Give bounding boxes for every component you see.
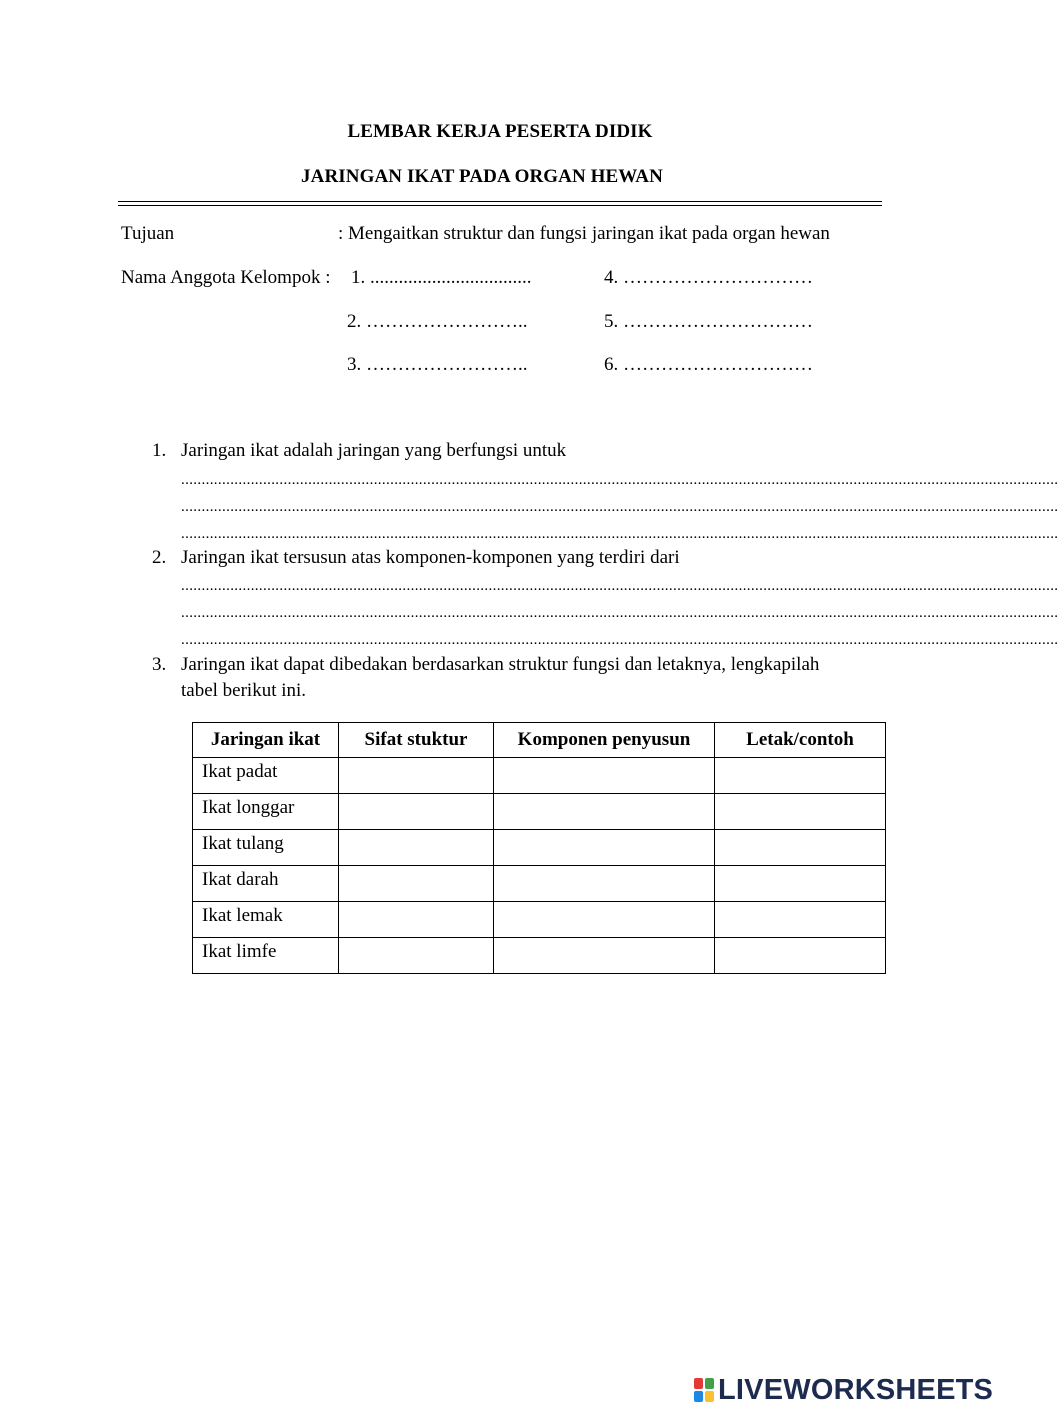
liveworksheets-logo-icon	[693, 1377, 715, 1403]
table-row	[193, 866, 886, 902]
table-cell-komponen-input[interactable]	[494, 794, 715, 830]
question-1-answer-line-2[interactable]: ......................................................................................................................................................................................................................	[181, 499, 1058, 515]
table-cell-letak-input[interactable]	[715, 758, 886, 794]
table-cell-sifat-input[interactable]	[339, 902, 494, 938]
table-cell-letak-input[interactable]	[715, 866, 886, 902]
table-cell-sifat-input[interactable]	[339, 830, 494, 866]
table-cell-komponen-input[interactable]	[494, 866, 715, 902]
question-2-answer-line-2[interactable]: ......................................................................................................................................................................................................................	[181, 605, 1058, 621]
table-cell-sifat-input[interactable]	[339, 938, 494, 974]
question-2-text: Jaringan ikat tersusun atas komponen-komponen yang terdiri dari	[181, 547, 680, 568]
question-2-answer-line-3[interactable]: ......................................................................................................................................................................................................................	[181, 632, 1058, 648]
table-cell-letak-input[interactable]	[715, 902, 886, 938]
logo-tile-i	[705, 1378, 714, 1389]
table-cell-sifat-input[interactable]	[339, 866, 494, 902]
table-cell-sifat-input[interactable]	[339, 794, 494, 830]
header-divider-bottom	[118, 205, 882, 206]
member-field-5[interactable]: 5. …………………………	[604, 311, 813, 332]
question-1-answer-line-3[interactable]: ......................................................................................................................................................................................................................	[181, 526, 1058, 542]
table-cell-komponen-input[interactable]	[494, 902, 715, 938]
table-cell-letak-input[interactable]	[715, 938, 886, 974]
logo-tile-v	[694, 1391, 703, 1402]
table-cell-jaringan: Ikat darah	[193, 866, 339, 902]
table-cell-sifat-input[interactable]	[339, 758, 494, 794]
member-field-6[interactable]: 6. …………………………	[604, 354, 813, 375]
table-header-row	[193, 723, 886, 758]
tujuan-value: : Mengaitkan struktur dan fungsi jaringan ikat pada organ hewan	[338, 223, 830, 244]
table-cell-jaringan: Ikat padat	[193, 758, 339, 794]
table-cell-komponen-input[interactable]	[494, 830, 715, 866]
header-divider-top	[118, 201, 882, 202]
table-row	[193, 830, 886, 866]
table-cell-jaringan: Ikat longgar	[193, 794, 339, 830]
question-2-answer-line-1[interactable]: ......................................................................................................................................................................................................................	[181, 578, 1058, 594]
table-header-jaringan-ikat: Jaringan ikat	[193, 723, 339, 758]
question-2-number: 2.	[152, 547, 167, 568]
table-row	[193, 794, 886, 830]
table-header-komponen-penyusun: Komponen penyusun	[494, 723, 715, 758]
table-row	[193, 902, 886, 938]
question-1-answer-line-1[interactable]: ......................................................................................................................................................................................................................	[181, 472, 1058, 488]
member-field-4[interactable]: 4. …………………………	[604, 267, 813, 288]
member-field-1[interactable]: 1. ..................................	[351, 267, 532, 288]
worksheet-subtitle: JARINGAN IKAT PADA ORGAN HEWAN	[301, 166, 663, 187]
question-3-number: 3.	[152, 654, 167, 675]
jaringan-ikat-table	[192, 722, 886, 974]
table-cell-letak-input[interactable]	[715, 830, 886, 866]
tujuan-label: Tujuan	[121, 223, 175, 244]
table-cell-jaringan: Ikat limfe	[193, 938, 339, 974]
table-row	[193, 758, 886, 794]
logo-tile-l	[694, 1378, 703, 1389]
table-row	[193, 938, 886, 974]
question-3-text-line-2: tabel berikut ini.	[181, 680, 307, 701]
table-cell-komponen-input[interactable]	[494, 758, 715, 794]
question-3-text-line-1: Jaringan ikat dapat dibedakan berdasarkan struktur fungsi dan letaknya, lengkapilah	[181, 654, 820, 675]
member-field-3[interactable]: 3. ……………………..	[347, 354, 528, 375]
table-cell-jaringan: Ikat tulang	[193, 830, 339, 866]
liveworksheets-brand	[693, 1373, 993, 1407]
table-header-letak-contoh: Letak/contoh	[715, 723, 886, 758]
table-header-sifat-stuktur: Sifat stuktur	[339, 723, 494, 758]
table-cell-letak-input[interactable]	[715, 794, 886, 830]
table-cell-komponen-input[interactable]	[494, 938, 715, 974]
logo-tile-e	[705, 1391, 714, 1402]
table-cell-jaringan: Ikat lemak	[193, 902, 339, 938]
member-field-2[interactable]: 2. ……………………..	[347, 311, 528, 332]
question-1-text: Jaringan ikat adalah jaringan yang berfungsi untuk	[181, 440, 567, 461]
question-1-number: 1.	[152, 440, 167, 461]
nama-anggota-label: Nama Anggota Kelompok :	[121, 267, 331, 288]
liveworksheets-wordmark: LIVEWORKSHEETS	[718, 1373, 994, 1406]
worksheet-title: LEMBAR KERJA PESERTA DIDIK	[347, 121, 653, 142]
